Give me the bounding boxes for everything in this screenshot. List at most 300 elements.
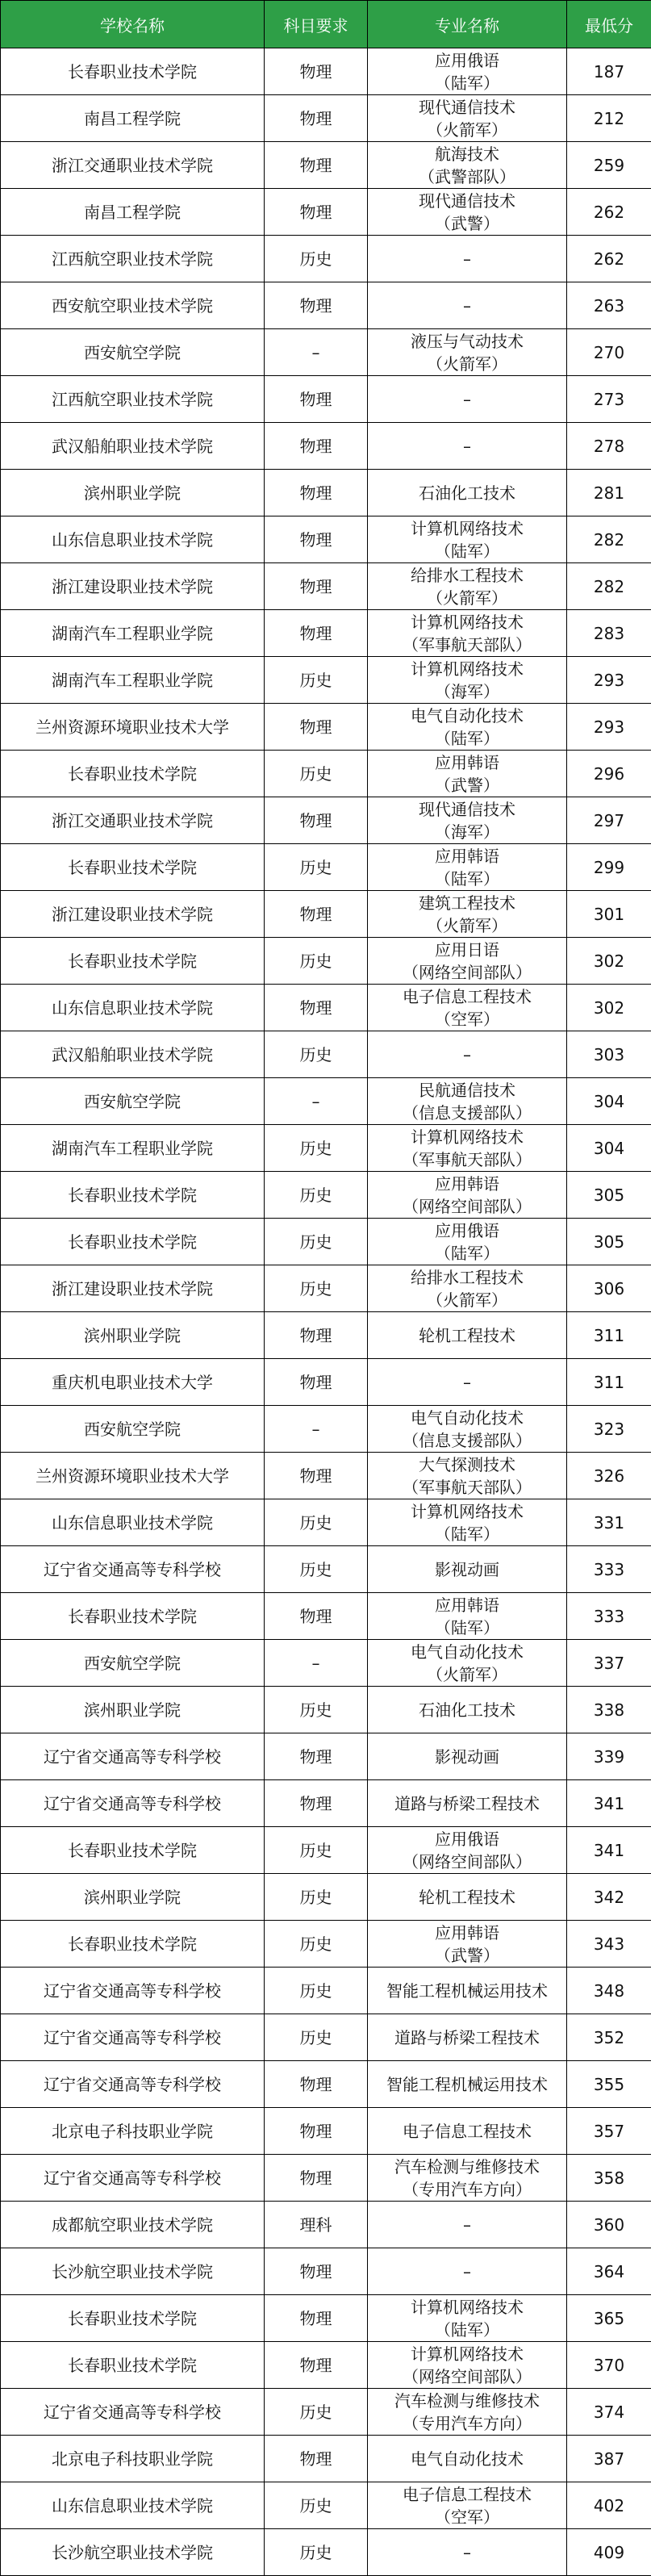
school-cell: 湖南汽车工程职业学院 [1, 657, 265, 704]
major-cell [368, 844, 567, 891]
table-row [1, 1780, 651, 1827]
table-row [1, 1219, 651, 1265]
school-cell: 辽宁省交通高等专科学校 [1, 1733, 265, 1780]
subject-cell: 物理 [265, 1312, 368, 1359]
major-name: 计算机网络技术 [368, 2296, 566, 2319]
table-row [1, 2155, 651, 2202]
score-cell: 304 [567, 1125, 651, 1172]
score-cell: 302 [567, 938, 651, 985]
school-cell: 湖南汽车工程职业学院 [1, 1125, 265, 1172]
school-cell: 滨州职业学院 [1, 1874, 265, 1921]
table-row [1, 423, 651, 470]
major-cell [368, 2202, 567, 2248]
major-note: （陆军） [368, 1242, 566, 1265]
subject-cell: 物理 [265, 2061, 368, 2108]
major-cell [368, 891, 567, 938]
major-cell [368, 516, 567, 563]
table-row [1, 2248, 651, 2295]
score-cell: 341 [567, 1780, 651, 1827]
major-name: 电气自动化技术 [368, 1407, 566, 1429]
major-note: （网络空间部队） [368, 2365, 566, 2388]
table-row [1, 704, 651, 751]
school-cell: 北京电子科技职业学院 [1, 2108, 265, 2155]
header-school: 学校名称 [1, 1, 265, 48]
major-name: 应用俄语 [368, 1828, 566, 1850]
subject-cell: 物理 [265, 1593, 368, 1640]
table-row [1, 189, 651, 236]
major-cell [368, 1921, 567, 1968]
subject-cell: 物理 [265, 1780, 368, 1827]
school-cell: 武汉船舶职业技术学院 [1, 423, 265, 470]
subject-cell: 物理 [265, 376, 368, 423]
table-row [1, 891, 651, 938]
major-name: 应用韩语 [368, 845, 566, 868]
header-major: 专业名称 [368, 1, 567, 48]
major-cell [368, 1499, 567, 1546]
school-cell: 浙江建设职业技术学院 [1, 891, 265, 938]
subject-cell: 历史 [265, 938, 368, 985]
major-name: – [368, 435, 566, 458]
school-cell: 长春职业技术学院 [1, 1593, 265, 1640]
subject-cell: 物理 [265, 985, 368, 1031]
major-cell [368, 938, 567, 985]
major-note: （空军） [368, 2506, 566, 2528]
school-cell: 重庆机电职业技术大学 [1, 1359, 265, 1406]
major-cell [368, 2155, 567, 2202]
major-name: – [368, 2260, 566, 2283]
subject-cell: 历史 [265, 2482, 368, 2529]
subject-cell: 历史 [265, 2529, 368, 2576]
school-cell: 长春职业技术学院 [1, 1172, 265, 1219]
subject-cell: 物理 [265, 704, 368, 751]
major-cell [368, 1172, 567, 1219]
major-cell [368, 48, 567, 95]
table-row [1, 563, 651, 610]
subject-cell: 物理 [265, 563, 368, 610]
major-name: 计算机网络技术 [368, 517, 566, 540]
subject-cell: 物理 [265, 189, 368, 236]
subject-cell: 物理 [265, 1733, 368, 1780]
major-name: 电气自动化技术 [368, 2448, 566, 2470]
header-row [1, 1, 651, 48]
major-cell [368, 2061, 567, 2108]
school-cell: 长春职业技术学院 [1, 844, 265, 891]
major-note: （陆军） [368, 727, 566, 750]
table-row [1, 142, 651, 189]
major-note: （陆军） [368, 1523, 566, 1545]
table-row [1, 2529, 651, 2576]
school-cell: 南昌工程学院 [1, 95, 265, 142]
major-note: （信息支援部队） [368, 1429, 566, 1452]
major-cell [368, 2342, 567, 2389]
table-row [1, 236, 651, 282]
major-name: 应用韩语 [368, 1173, 566, 1195]
score-cell: 338 [567, 1687, 651, 1733]
school-cell: 山东信息职业技术学院 [1, 985, 265, 1031]
score-cell: 311 [567, 1359, 651, 1406]
school-cell: 辽宁省交通高等专科学校 [1, 2389, 265, 2436]
major-note: （海军） [368, 680, 566, 703]
major-name: 应用韩语 [368, 751, 566, 774]
score-cell: 281 [567, 470, 651, 516]
major-name: 计算机网络技术 [368, 611, 566, 634]
score-cell: 331 [567, 1499, 651, 1546]
table-row [1, 2202, 651, 2248]
school-cell: 西安航空职业技术学院 [1, 282, 265, 329]
major-name: 石油化工技术 [368, 482, 566, 504]
major-name: 电子信息工程技术 [368, 2120, 566, 2143]
subject-cell: 物理 [265, 95, 368, 142]
score-cell: 333 [567, 1546, 651, 1593]
major-cell [368, 236, 567, 282]
major-note: （军事航天部队） [368, 1148, 566, 1171]
subject-cell: 理科 [265, 2202, 368, 2248]
table-row [1, 2295, 651, 2342]
table-row [1, 2108, 651, 2155]
subject-cell: 历史 [265, 1265, 368, 1312]
major-name: – [368, 1371, 566, 1394]
school-cell: 江西航空职业技术学院 [1, 376, 265, 423]
score-cell: 409 [567, 2529, 651, 2576]
table-row [1, 1078, 651, 1125]
major-name: 现代通信技术 [368, 96, 566, 119]
major-cell [368, 1031, 567, 1078]
table-row [1, 610, 651, 657]
school-cell: 湖南汽车工程职业学院 [1, 610, 265, 657]
major-cell [368, 1640, 567, 1687]
school-cell: 江西航空职业技术学院 [1, 236, 265, 282]
major-cell [368, 1406, 567, 1453]
score-cell: 358 [567, 2155, 651, 2202]
major-name: 道路与桥梁工程技术 [368, 1792, 566, 1815]
major-cell [368, 657, 567, 704]
score-cell: 402 [567, 2482, 651, 2529]
school-cell: 长春职业技术学院 [1, 48, 265, 95]
score-cell: 304 [567, 1078, 651, 1125]
score-cell: 278 [567, 423, 651, 470]
school-cell: 西安航空学院 [1, 1078, 265, 1125]
school-cell: 长春职业技术学院 [1, 938, 265, 985]
table-row [1, 1312, 651, 1359]
school-cell: 辽宁省交通高等专科学校 [1, 2014, 265, 2061]
major-name: 道路与桥梁工程技术 [368, 2026, 566, 2049]
subject-cell: 物理 [265, 142, 368, 189]
school-cell: 长沙航空职业技术学院 [1, 2248, 265, 2295]
major-note: （网络空间部队） [368, 1195, 566, 1218]
major-cell [368, 423, 567, 470]
table-row [1, 48, 651, 95]
major-name: 应用日语 [368, 939, 566, 961]
major-note: （火箭军） [368, 119, 566, 141]
score-cell: 259 [567, 142, 651, 189]
major-name: 液压与气动技术 [368, 330, 566, 353]
major-note: （陆军） [368, 72, 566, 94]
school-cell: 辽宁省交通高等专科学校 [1, 1546, 265, 1593]
score-cell: 303 [567, 1031, 651, 1078]
subject-cell: 历史 [265, 1219, 368, 1265]
score-cell: 326 [567, 1453, 651, 1499]
major-name: – [368, 248, 566, 270]
score-cell: 302 [567, 985, 651, 1031]
school-cell: 滨州职业学院 [1, 1312, 265, 1359]
subject-cell: 历史 [265, 844, 368, 891]
table-row [1, 1125, 651, 1172]
major-note: （专用汽车方向） [368, 2178, 566, 2201]
table-row [1, 1874, 651, 1921]
score-cell: 283 [567, 610, 651, 657]
subject-cell: 历史 [265, 657, 368, 704]
school-cell: 长春职业技术学院 [1, 2295, 265, 2342]
score-cell: 273 [567, 376, 651, 423]
major-name: 电气自动化技术 [368, 1641, 566, 1663]
school-cell: 成都航空职业技术学院 [1, 2202, 265, 2248]
table-row [1, 1499, 651, 1546]
major-cell [368, 189, 567, 236]
score-cell: 282 [567, 563, 651, 610]
subject-cell: 历史 [265, 2389, 368, 2436]
subject-cell: 物理 [265, 2342, 368, 2389]
score-cell: 263 [567, 282, 651, 329]
subject-cell: 历史 [265, 1827, 368, 1874]
subject-cell: 物理 [265, 282, 368, 329]
school-cell: 浙江建设职业技术学院 [1, 1265, 265, 1312]
major-name: 轮机工程技术 [368, 1886, 566, 1909]
major-note: （陆军） [368, 2319, 566, 2341]
major-cell [368, 1546, 567, 1593]
score-cell: 342 [567, 1874, 651, 1921]
major-name: 计算机网络技术 [368, 658, 566, 680]
table-row [1, 985, 651, 1031]
major-note: （武警） [368, 774, 566, 797]
score-cell: 305 [567, 1219, 651, 1265]
school-cell: 辽宁省交通高等专科学校 [1, 1780, 265, 1827]
subject-cell: 历史 [265, 1968, 368, 2014]
school-cell: 北京电子科技职业学院 [1, 2436, 265, 2482]
score-cell: 333 [567, 1593, 651, 1640]
major-name: 影视动画 [368, 1558, 566, 1581]
subject-cell: 物理 [265, 891, 368, 938]
major-name: 汽车检测与维修技术 [368, 2390, 566, 2412]
major-name: 应用俄语 [368, 1219, 566, 1242]
school-cell: 长春职业技术学院 [1, 1219, 265, 1265]
major-name: 应用韩语 [368, 1922, 566, 1944]
table-row [1, 1265, 651, 1312]
header-subject: 科目要求 [265, 1, 368, 48]
major-cell [368, 610, 567, 657]
major-note: （武警） [368, 212, 566, 235]
major-note: （信息支援部队） [368, 1102, 566, 1124]
score-cell: 323 [567, 1406, 651, 1453]
school-cell: 兰州资源环境职业技术大学 [1, 1453, 265, 1499]
major-note: （陆军） [368, 868, 566, 890]
school-cell: 浙江建设职业技术学院 [1, 563, 265, 610]
table-row [1, 1827, 651, 1874]
major-name: 航海技术 [368, 143, 566, 165]
subject-cell: 物理 [265, 2108, 368, 2155]
major-name: – [368, 2541, 566, 2564]
subject-cell: 物理 [265, 610, 368, 657]
subject-cell: 物理 [265, 2248, 368, 2295]
score-cell: 306 [567, 1265, 651, 1312]
table-row [1, 1406, 651, 1453]
school-cell: 武汉船舶职业技术学院 [1, 1031, 265, 1078]
major-cell [368, 2436, 567, 2482]
table-row [1, 2061, 651, 2108]
score-cell: 348 [567, 1968, 651, 2014]
major-note: （网络空间部队） [368, 961, 566, 984]
school-cell: 辽宁省交通高等专科学校 [1, 2061, 265, 2108]
subject-cell: 历史 [265, 1874, 368, 1921]
table-row [1, 1687, 651, 1733]
major-name: 汽车检测与维修技术 [368, 2156, 566, 2178]
school-cell: 南昌工程学院 [1, 189, 265, 236]
major-cell [368, 1687, 567, 1733]
major-cell [368, 329, 567, 376]
score-cell: 270 [567, 329, 651, 376]
major-note: （海军） [368, 821, 566, 843]
major-cell [368, 282, 567, 329]
score-cell: 365 [567, 2295, 651, 2342]
major-name: 计算机网络技术 [368, 1126, 566, 1148]
subject-cell: – [265, 1406, 368, 1453]
score-cell: 387 [567, 2436, 651, 2482]
table-row [1, 516, 651, 563]
subject-cell: 物理 [265, 1359, 368, 1406]
table-row [1, 1593, 651, 1640]
table-body [1, 48, 651, 2576]
subject-cell: 物理 [265, 48, 368, 95]
table-row [1, 95, 651, 142]
table-row [1, 1921, 651, 1968]
major-note: （网络空间部队） [368, 1850, 566, 1873]
major-cell [368, 2248, 567, 2295]
school-cell: 长沙航空职业技术学院 [1, 2529, 265, 2576]
major-note: （火箭军） [368, 1289, 566, 1311]
major-cell [368, 1359, 567, 1406]
major-name: – [368, 295, 566, 317]
score-cell: 341 [567, 1827, 651, 1874]
major-cell [368, 2482, 567, 2529]
major-note: （火箭军） [368, 587, 566, 609]
table-row [1, 329, 651, 376]
major-cell [368, 95, 567, 142]
table-row [1, 657, 651, 704]
major-note: （武警） [368, 1944, 566, 1967]
header-score: 最低分 [567, 1, 651, 48]
score-cell: 374 [567, 2389, 651, 2436]
score-cell: 212 [567, 95, 651, 142]
major-note: （火箭军） [368, 1663, 566, 1686]
table-row [1, 844, 651, 891]
major-note: （陆军） [368, 1616, 566, 1639]
subject-cell: 物理 [265, 423, 368, 470]
major-name: 智能工程机械运用技术 [368, 1980, 566, 2002]
major-cell [368, 470, 567, 516]
subject-cell: 历史 [265, 751, 368, 797]
table-row [1, 376, 651, 423]
score-cell: 311 [567, 1312, 651, 1359]
major-name: 应用俄语 [368, 49, 566, 72]
major-cell [368, 1125, 567, 1172]
major-note: （专用汽车方向） [368, 2412, 566, 2435]
major-cell [368, 1733, 567, 1780]
major-note: （火箭军） [368, 353, 566, 375]
major-name: 电子信息工程技术 [368, 2483, 566, 2506]
major-name: – [368, 388, 566, 411]
major-note: （空军） [368, 1008, 566, 1031]
major-name: 现代通信技术 [368, 190, 566, 212]
major-name: 智能工程机械运用技术 [368, 2073, 566, 2096]
school-cell: 浙江交通职业技术学院 [1, 797, 265, 844]
major-note: （武警部队） [368, 165, 566, 188]
major-cell [368, 563, 567, 610]
school-cell: 长春职业技术学院 [1, 1827, 265, 1874]
subject-cell: 物理 [265, 2295, 368, 2342]
major-name: 石油化工技术 [368, 1699, 566, 1721]
major-note: （火箭军） [368, 914, 566, 937]
major-cell [368, 1874, 567, 1921]
table-row [1, 2014, 651, 2061]
major-cell [368, 2108, 567, 2155]
school-cell: 长春职业技术学院 [1, 751, 265, 797]
score-cell: 282 [567, 516, 651, 563]
score-cell: 339 [567, 1733, 651, 1780]
major-cell [368, 376, 567, 423]
major-cell [368, 1827, 567, 1874]
score-cell: 297 [567, 797, 651, 844]
major-name: 大气探测技术 [368, 1453, 566, 1476]
score-cell: 370 [567, 2342, 651, 2389]
major-cell [368, 2295, 567, 2342]
subject-cell: 物理 [265, 470, 368, 516]
major-cell [368, 751, 567, 797]
table-row [1, 1546, 651, 1593]
school-cell: 滨州职业学院 [1, 470, 265, 516]
major-cell [368, 1453, 567, 1499]
major-cell [368, 142, 567, 189]
score-cell: 364 [567, 2248, 651, 2295]
major-cell [368, 704, 567, 751]
school-cell: 兰州资源环境职业技术大学 [1, 704, 265, 751]
subject-cell: – [265, 329, 368, 376]
major-cell [368, 1312, 567, 1359]
school-cell: 滨州职业学院 [1, 1687, 265, 1733]
table-row [1, 1733, 651, 1780]
school-cell: 西安航空学院 [1, 1640, 265, 1687]
major-name: 给排水工程技术 [368, 1266, 566, 1289]
table-row [1, 1968, 651, 2014]
major-cell [368, 1780, 567, 1827]
major-cell [368, 1219, 567, 1265]
major-note: （军事航天部队） [368, 634, 566, 656]
subject-cell: – [265, 1078, 368, 1125]
table-row [1, 2342, 651, 2389]
subject-cell: 历史 [265, 1031, 368, 1078]
subject-cell: 历史 [265, 236, 368, 282]
table-row [1, 282, 651, 329]
subject-cell: 物理 [265, 516, 368, 563]
score-cell: 352 [567, 2014, 651, 2061]
score-cell: 301 [567, 891, 651, 938]
table-row [1, 797, 651, 844]
school-cell: 山东信息职业技术学院 [1, 2482, 265, 2529]
score-cell: 343 [567, 1921, 651, 1968]
school-cell: 长春职业技术学院 [1, 2342, 265, 2389]
major-name: 计算机网络技术 [368, 2343, 566, 2365]
score-cell: 299 [567, 844, 651, 891]
subject-cell: 历史 [265, 1499, 368, 1546]
major-name: 民航通信技术 [368, 1079, 566, 1102]
